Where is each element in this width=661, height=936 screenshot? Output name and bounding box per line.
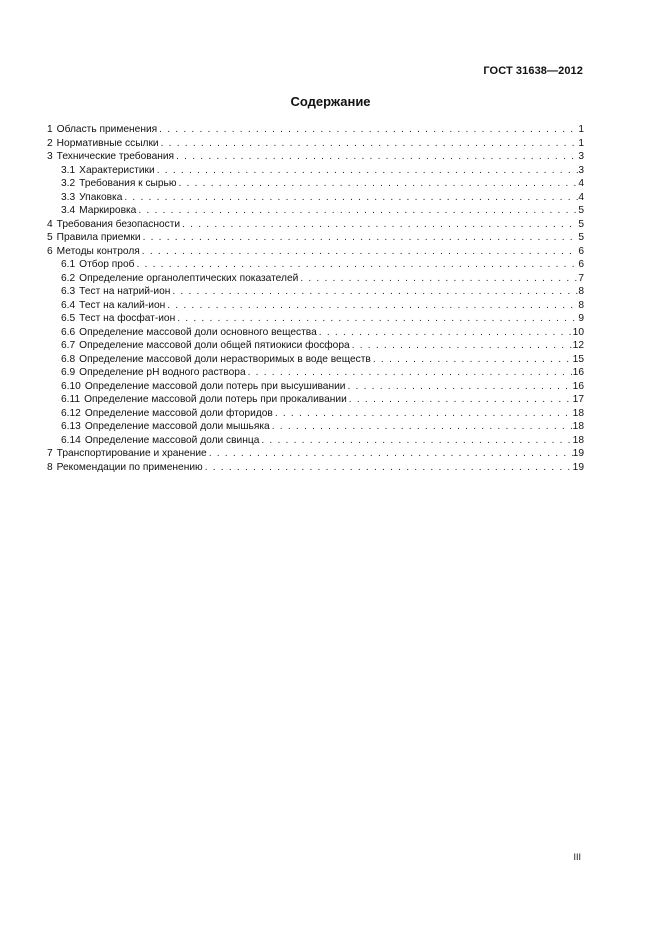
toc-leader-dots <box>345 380 572 394</box>
toc-leader-dots <box>170 285 578 299</box>
toc-entry-label: Определение массовой доли мышьяка <box>84 421 270 432</box>
toc-entry-label: Методы контроля <box>56 245 140 257</box>
toc-entry-page: 17 <box>572 394 584 405</box>
table-of-contents <box>47 123 584 474</box>
document-code: ГОСТ 31638—2012 <box>483 65 583 77</box>
toc-leader-dots <box>298 272 578 286</box>
toc-entry-number: 5 <box>47 232 53 243</box>
toc-entry <box>47 285 584 299</box>
toc-entry-label: Требования безопасности <box>56 218 181 230</box>
toc-entry-label: Требования к сырью <box>79 178 177 189</box>
toc-entry-number: 4 <box>47 218 53 230</box>
toc-entry-number: 6.1 <box>61 259 76 270</box>
toc-entry <box>47 353 584 367</box>
toc-entry-number: 2 <box>47 137 53 149</box>
toc-leader-dots <box>159 137 579 151</box>
toc-leader-dots <box>140 245 579 259</box>
toc-entry-number: 3.4 <box>61 205 76 216</box>
toc-entry-number: 6.4 <box>61 299 76 311</box>
toc-entry-label: Определение органолептических показателей <box>79 272 299 284</box>
toc-entry-page: 7 <box>578 272 584 284</box>
toc-entry-number: 6.14 <box>61 434 81 446</box>
toc-entry <box>47 191 584 205</box>
toc-entry <box>47 164 584 178</box>
toc-entry-page: 5 <box>578 205 584 216</box>
toc-leader-dots <box>273 407 573 421</box>
toc-entry <box>47 258 584 272</box>
toc-entry-page: 19 <box>572 461 584 473</box>
toc-leader-dots <box>207 447 573 461</box>
toc-entry-page: 3 <box>578 151 584 162</box>
toc-entry-page: 1 <box>578 124 584 135</box>
toc-entry-number: 3.1 <box>61 164 76 176</box>
toc-entry-label: Определение массовой доли основного вещества <box>79 326 317 338</box>
toc-entry-label: Нормативные ссылки <box>56 137 159 149</box>
toc-entry-page: 3 <box>578 164 584 176</box>
toc-entry <box>47 177 584 191</box>
toc-entry <box>47 137 584 151</box>
toc-entry-label: Определение массовой доли потерь при прокаливании <box>84 394 347 405</box>
toc-entry-number: 3 <box>47 151 53 162</box>
toc-entry-page: 15 <box>572 353 584 365</box>
toc-entry <box>47 366 584 380</box>
toc-entry-page: 6 <box>578 245 584 257</box>
toc-entry-number: 6 <box>47 245 53 257</box>
toc-entry-number: 6.6 <box>61 326 76 338</box>
toc-entry-number: 6.8 <box>61 353 76 365</box>
toc-leader-dots <box>157 123 578 137</box>
toc-entry-number: 6.2 <box>61 272 76 284</box>
toc-leader-dots <box>174 150 578 164</box>
page-number: III <box>573 852 581 862</box>
toc-entry-label: Транспортирование и хранение <box>56 448 207 459</box>
toc-entry <box>47 299 584 313</box>
toc-entry-page: 18 <box>572 407 584 419</box>
toc-entry-label: Тест на калий-ион <box>79 299 166 311</box>
toc-entry-page: 16 <box>572 367 584 378</box>
toc-leader-dots <box>259 434 572 448</box>
toc-entry-label: Технические требования <box>56 151 175 162</box>
toc-leader-dots <box>155 164 579 178</box>
toc-leader-dots <box>347 393 573 407</box>
toc-entry <box>47 272 584 286</box>
toc-entry-label: Определение массовой доли нерастворимых в воде веществ <box>79 353 371 365</box>
toc-entry-page: 12 <box>572 340 584 351</box>
toc-entry-label: Определение массовой доли общей пятиокиси фосфора <box>79 340 350 351</box>
toc-entry-label: Правила приемки <box>56 232 141 243</box>
toc-entry-number: 3.2 <box>61 178 76 189</box>
toc-entry-page: 4 <box>578 178 584 189</box>
toc-entry-page: 6 <box>578 259 584 270</box>
toc-title: Содержание <box>290 94 371 109</box>
toc-entry <box>47 380 584 394</box>
toc-leader-dots <box>134 258 578 272</box>
toc-entry <box>47 231 584 245</box>
toc-entry-page: 4 <box>578 191 584 203</box>
toc-entry <box>47 434 584 448</box>
toc-entry <box>47 123 584 137</box>
toc-leader-dots <box>317 326 573 340</box>
toc-entry-page: 8 <box>578 299 584 311</box>
toc-entry <box>47 339 584 353</box>
toc-entry <box>47 204 584 218</box>
toc-entry-page: 10 <box>572 326 584 338</box>
toc-leader-dots <box>165 299 578 313</box>
toc-leader-dots <box>203 461 573 475</box>
toc-leader-dots <box>175 312 578 326</box>
toc-entry-number: 6.9 <box>61 367 76 378</box>
toc-entry-label: Характеристики <box>79 164 155 176</box>
toc-entry-page: 9 <box>578 313 584 324</box>
toc-entry-number: 6.13 <box>61 421 81 432</box>
toc-entry <box>47 150 584 164</box>
toc-entry-number: 6.5 <box>61 313 76 324</box>
toc-entry-label: Упаковка <box>79 191 123 203</box>
toc-entry-number: 7 <box>47 448 53 459</box>
toc-entry-page: 5 <box>578 232 584 243</box>
toc-entry-number: 6.12 <box>61 407 81 419</box>
toc-entry-page: 16 <box>572 380 584 392</box>
toc-entry <box>47 447 584 461</box>
toc-entry <box>47 407 584 421</box>
toc-entry <box>47 461 584 475</box>
toc-entry-label: Определение массовой доли свинца <box>84 434 260 446</box>
toc-entry-page: 8 <box>578 286 584 297</box>
toc-entry-page: 18 <box>572 434 584 446</box>
toc-entry-page: 19 <box>572 448 584 459</box>
toc-entry-page: 5 <box>578 218 584 230</box>
toc-entry-label: Тест на натрий-ион <box>79 286 171 297</box>
toc-entry-number: 6.11 <box>61 394 81 405</box>
toc-entry-label: Определение массовой доли фторидов <box>84 407 273 419</box>
toc-entry-page: 1 <box>578 137 584 149</box>
toc-leader-dots <box>350 339 573 353</box>
toc-leader-dots <box>136 204 578 218</box>
toc-leader-dots <box>141 231 579 245</box>
toc-entry-label: Определение рН водного раствора <box>79 367 246 378</box>
toc-entry <box>47 245 584 259</box>
toc-leader-dots <box>371 353 573 367</box>
toc-entry <box>47 326 584 340</box>
toc-entry <box>47 420 584 434</box>
toc-leader-dots <box>180 218 578 232</box>
toc-entry <box>47 312 584 326</box>
toc-entry-number: 6.3 <box>61 286 76 297</box>
toc-entry-label: Рекомендации по применению <box>56 461 203 473</box>
toc-leader-dots <box>177 177 579 191</box>
toc-leader-dots <box>270 420 573 434</box>
toc-entry-label: Отбор проб <box>79 259 135 270</box>
toc-entry-number: 6.7 <box>61 340 76 351</box>
toc-entry-label: Определение массовой доли потерь при высушивании <box>84 380 346 392</box>
toc-entry-page: 18 <box>572 421 584 432</box>
toc-entry <box>47 218 584 232</box>
toc-entry-number: 1 <box>47 124 53 135</box>
toc-leader-dots <box>122 191 578 205</box>
toc-entry-label: Маркировка <box>79 205 137 216</box>
toc-entry <box>47 393 584 407</box>
toc-entry-label: Область применения <box>56 124 158 135</box>
toc-entry-number: 6.10 <box>61 380 81 392</box>
toc-entry-number: 3.3 <box>61 191 76 203</box>
toc-leader-dots <box>246 366 573 380</box>
toc-entry-label: Тест на фосфат-ион <box>79 313 176 324</box>
toc-entry-number: 8 <box>47 461 53 473</box>
